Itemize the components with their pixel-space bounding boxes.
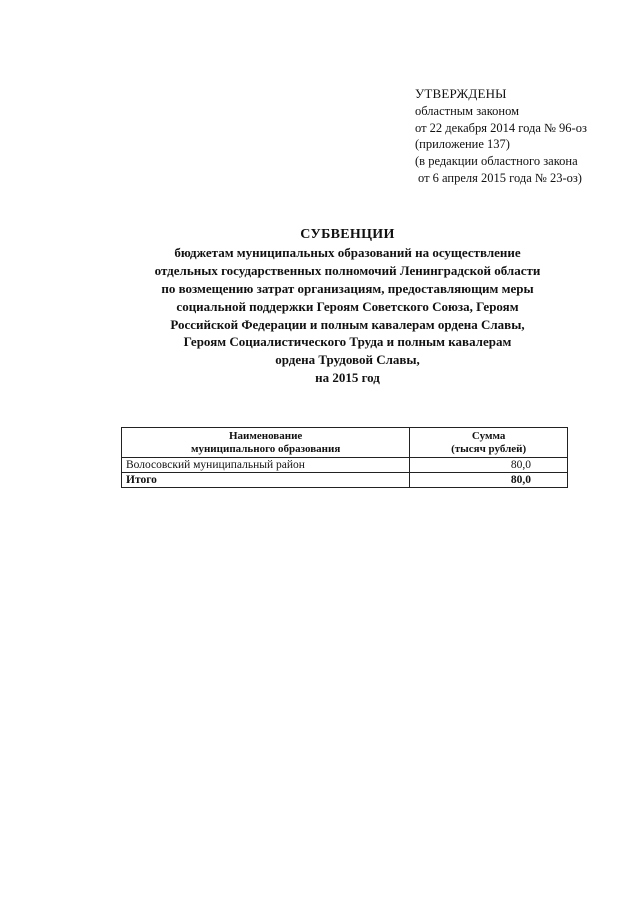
approval-line: от 6 апреля 2015 года № 23-оз) xyxy=(418,170,582,185)
title-line: на 2015 год xyxy=(315,370,380,386)
table-total-row xyxy=(122,473,568,488)
approval-line: (приложение 137) xyxy=(415,137,510,152)
title-line: ордена Трудовой Славы, xyxy=(275,352,420,368)
column-header-name-line1: Наименование xyxy=(228,430,303,442)
document-title: СУБВЕНЦИИ xyxy=(300,227,395,242)
column-header-name xyxy=(122,428,410,458)
document-title-block xyxy=(110,226,585,387)
municipality-sum: 80,0 xyxy=(410,458,568,473)
title-line: бюджетам муниципальных образований на осуществление xyxy=(174,244,521,260)
subvention-table xyxy=(121,427,568,488)
approval-line: от 22 декабря 2014 года № 96-оз xyxy=(415,120,587,135)
column-header-sum xyxy=(410,428,568,458)
table-header-row xyxy=(122,428,568,458)
table-row xyxy=(122,458,568,473)
total-label: Итого xyxy=(122,473,410,488)
column-header-name-line2: муниципального образования xyxy=(190,443,341,455)
column-header-sum-line1: Сумма xyxy=(471,430,506,442)
approval-line: областным законом xyxy=(415,103,520,118)
title-line: Героям Социалистического Труда и полным кавалерам xyxy=(183,334,512,350)
total-sum: 80,0 xyxy=(410,473,568,488)
title-line: отдельных государственных полномочий Ленинградской области xyxy=(154,262,541,278)
title-line: Российской Федерации и полным кавалерам ордена Славы, xyxy=(170,316,525,332)
title-line: социальной поддержки Героям Советского Союза, Героям xyxy=(176,298,519,314)
municipality-name: Волосовский муниципальный район xyxy=(122,458,410,473)
approval-heading: УТВЕРЖДЕНЫ xyxy=(415,86,507,101)
title-line: по возмещению затрат организациям, предоставляющим меры xyxy=(161,280,534,296)
approval-stamp xyxy=(415,86,630,187)
approval-line: (в редакции областного закона xyxy=(415,154,578,169)
column-header-sum-line2: (тысяч рублей) xyxy=(451,443,527,455)
